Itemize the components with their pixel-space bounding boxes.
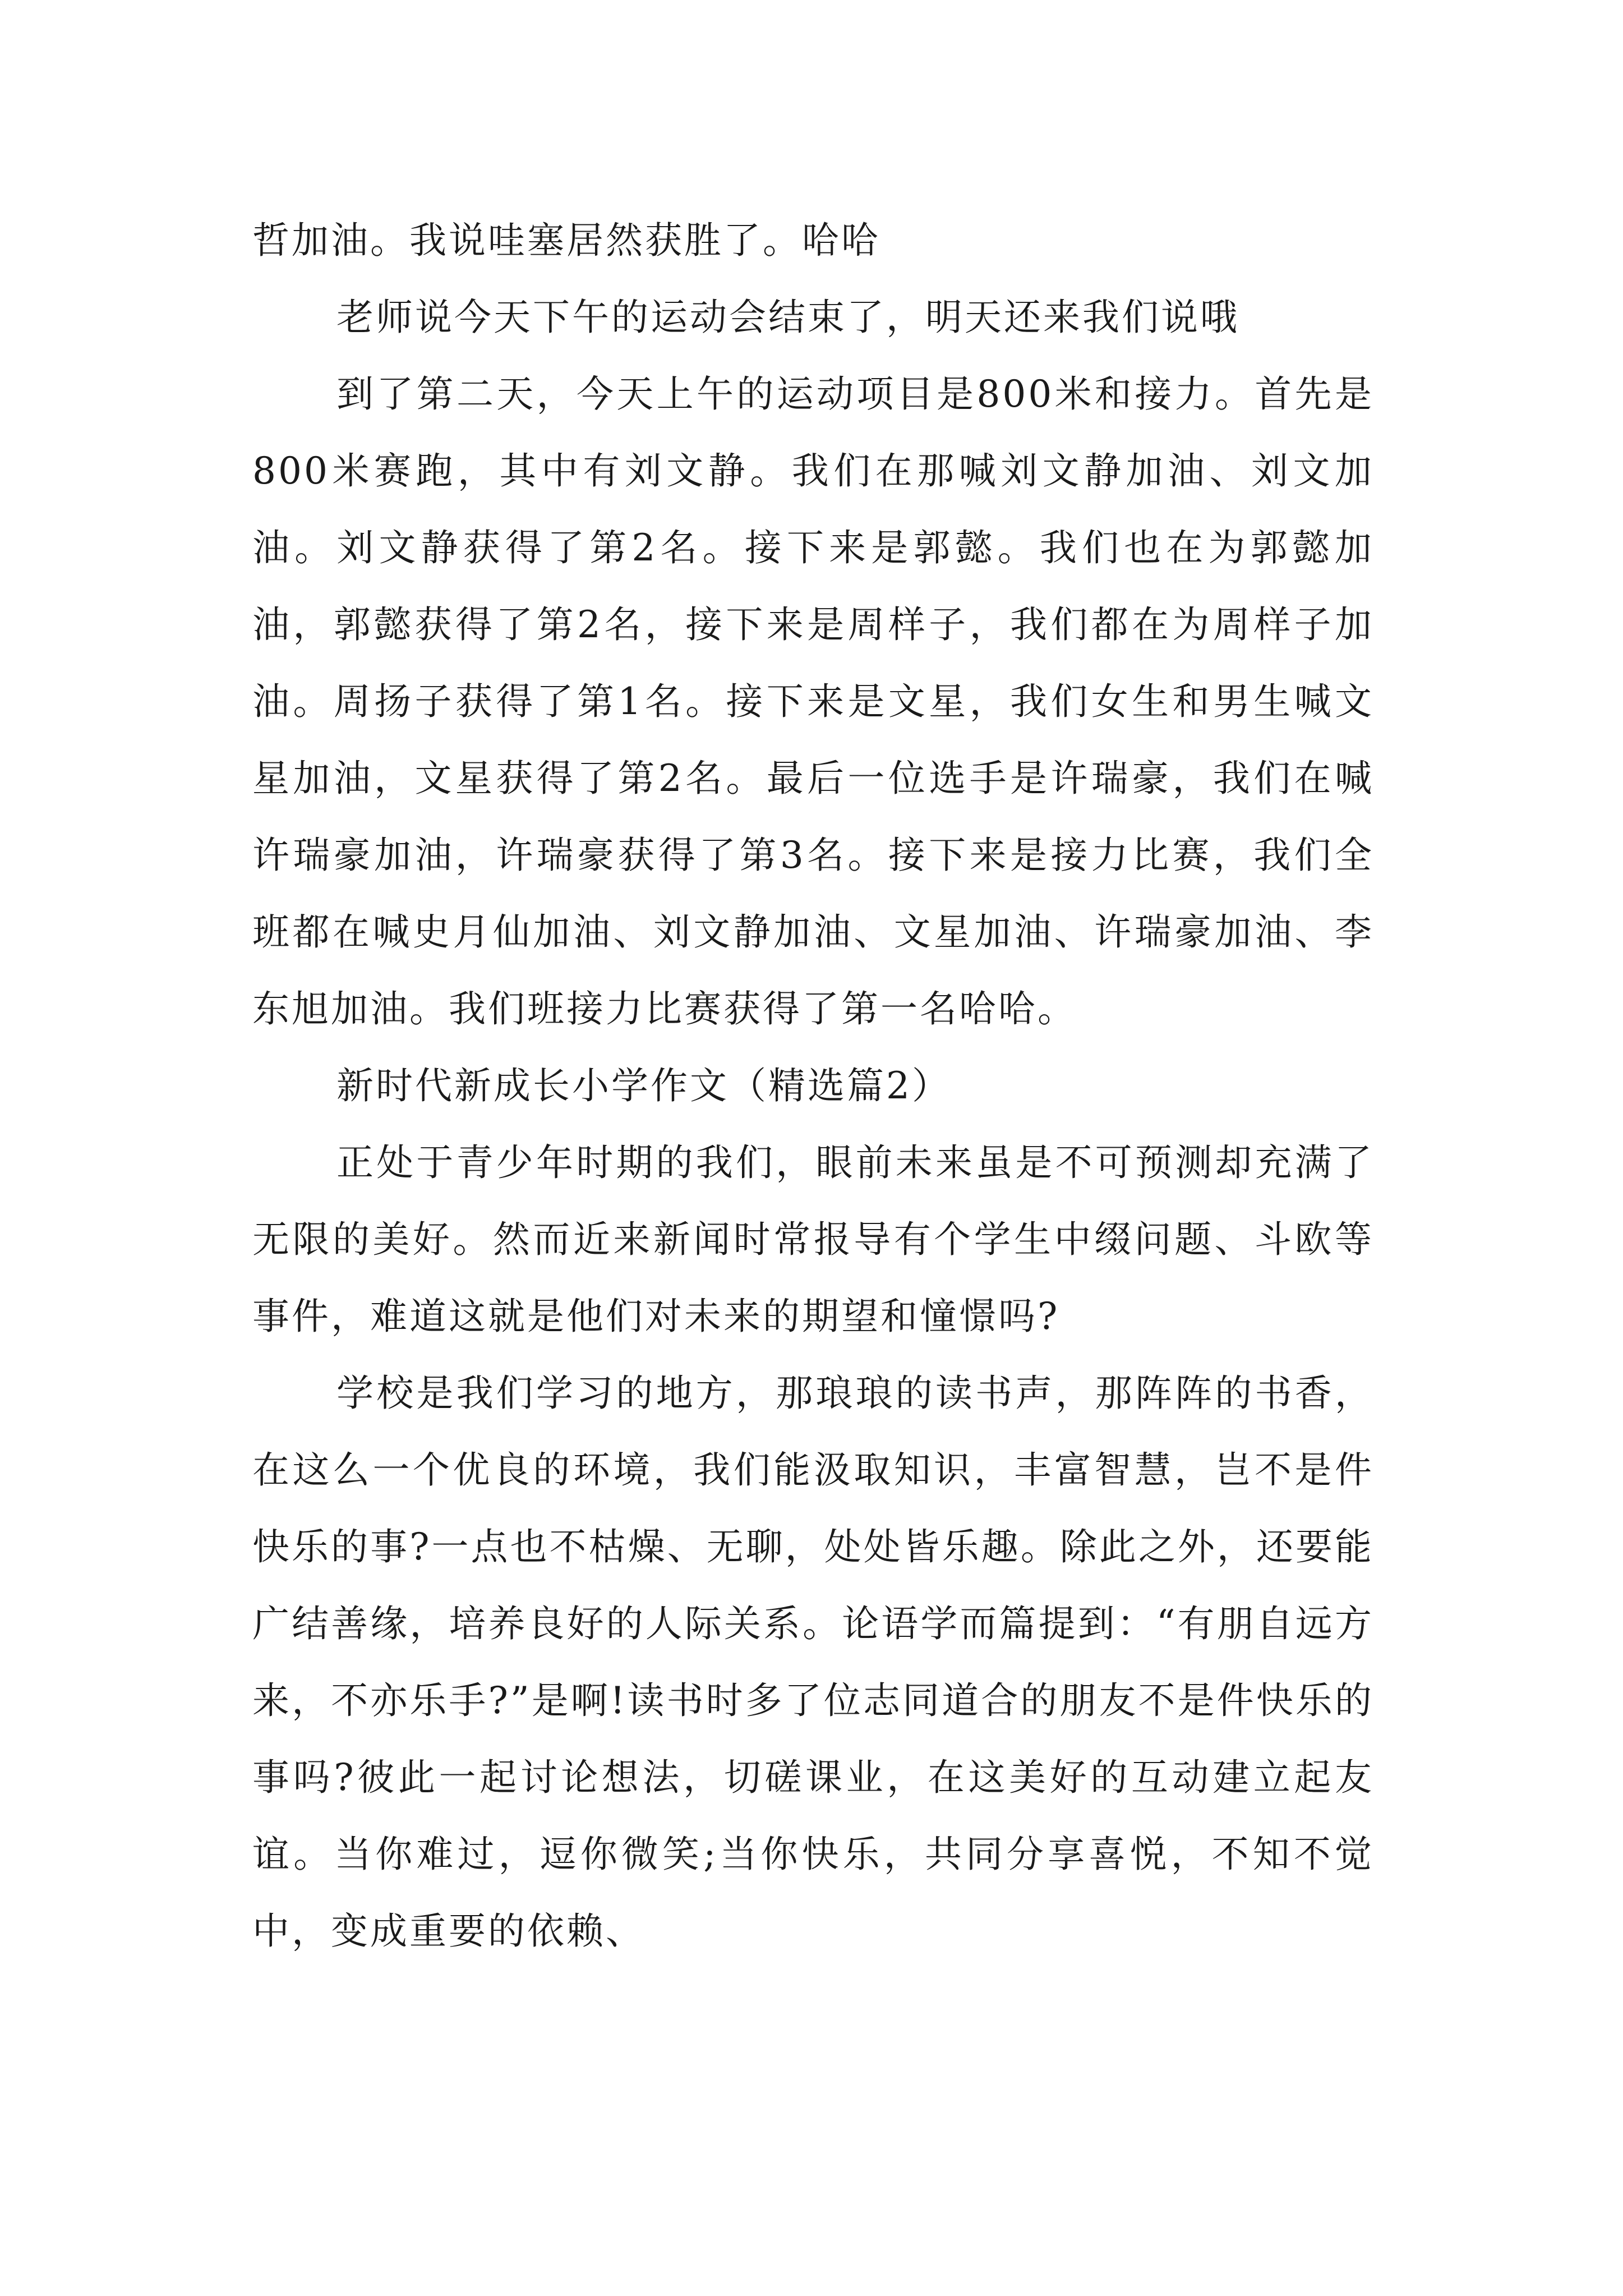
paragraph-second-day: 到了第二天，今天上午的运动项目是800米和接力。首先是800米赛跑，其中有刘文静。我们在那喊刘文静加油、刘文加油。刘文静获得了第2名。接下来是郭懿。我们也在为郭懿加油，郭懿获得了第2名，接下来是周样子，我们都在为周样子加油。周扬子获得了第1名。接下来是文星，我们女生和男生喊文星加油，文星获得了第2名。最后一位选手是许瑞豪，我们在喊许瑞豪加油，许瑞豪获得了第3名。接下来是接力比赛，我们全班都在喊史月仙加油、刘文静加油、文星加油、许瑞豪加油、李东旭加油。我们班接力比赛获得了第一名哈哈。 <box>252 372 1374 1030</box>
paragraph-school: 学校是我们学习的地方，那琅琅的读书声，那阵阵的书香，在这么一个优良的环境，我们能汲取知识，丰富智慧，岂不是件快乐的事?一点也不枯燥、无聊，处处皆乐趣。除此之外，还要能广结善缘，培养良好的人际关系。论语学而篇提到：“有朋自远方来，不亦乐手?”是啊!读书时多了位志同道合的朋友不是件快乐的事吗?彼此一起讨论想法，切磋课业，在这美好的互动建立起友谊。当你难过，逗你微笑;当你快乐，共同分享喜悦，不知不觉中，变成重要的依赖、 <box>252 1372 1374 1953</box>
paragraph-teacher-note: 老师说今天下午的运动会结束了，明天还来我们说哦 <box>336 296 1239 339</box>
section-heading: 新时代新成长小学作文（精选篇2） <box>336 1064 951 1107</box>
document-body <box>252 202 1374 1970</box>
paragraph-youth: 正处于青少年时期的我们，眼前未来虽是不可预测却充满了无限的美好。然而近来新闻时常报导有个学生中缀问题、斗欧等事件，难道这就是他们对未来的期望和憧憬吗? <box>252 1141 1374 1338</box>
paragraph-continuation: 哲加油。我说哇塞居然获胜了。哈哈 <box>252 219 880 262</box>
